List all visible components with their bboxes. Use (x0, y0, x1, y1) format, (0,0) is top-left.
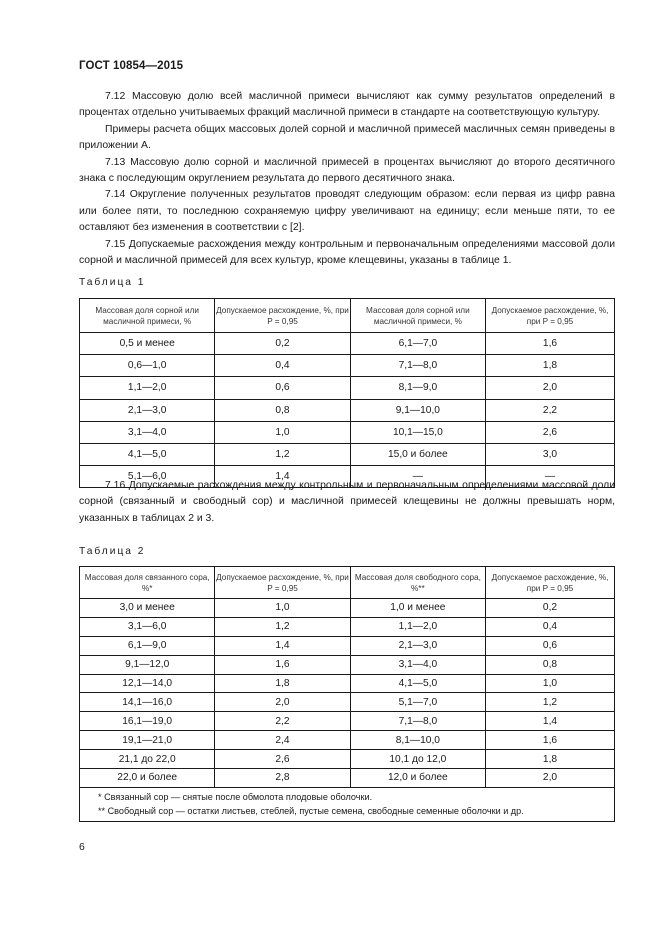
table-cell: 1,4 (215, 636, 350, 655)
table-row (80, 421, 615, 443)
table-cell: 2,0 (486, 377, 615, 399)
table-cell: 9,1—10,0 (350, 399, 485, 421)
table-cell: 12,1—14,0 (80, 674, 215, 693)
table-cell: 5,1—7,0 (350, 693, 485, 712)
table2 (79, 566, 615, 822)
table-cell: 0,6 (215, 377, 350, 399)
table-cell: 1,0 и менее (350, 599, 485, 618)
body-text-mid (79, 478, 615, 527)
table1 (79, 298, 615, 488)
table-cell: 1,8 (486, 355, 615, 377)
table-cell: 0,4 (215, 355, 350, 377)
table-row (80, 655, 615, 674)
table-cell: 8,1—9,0 (350, 377, 485, 399)
table-cell: 2,2 (486, 399, 615, 421)
table-cell: 6,1—9,0 (80, 636, 215, 655)
table-cell: 2,1—3,0 (350, 636, 485, 655)
table-cell: 19,1—21,0 (80, 731, 215, 750)
table-row (80, 693, 615, 712)
table-cell: 21,1 до 22,0 (80, 750, 215, 769)
table-cell: 0,2 (486, 599, 615, 618)
table-cell: 2,4 (215, 731, 350, 750)
table-cell: 1,1—2,0 (80, 377, 215, 399)
table-cell: 1,2 (215, 443, 350, 465)
table-cell: 0,6—1,0 (80, 355, 215, 377)
table2-header-cell: Допускаемое расхождение, %, при P = 0,95 (215, 567, 350, 599)
table1-header-cell: Массовая доля сорной или масличной примеси, % (80, 299, 215, 333)
table-cell: 6,1—7,0 (350, 333, 485, 355)
document-header: ГОСТ 10854—2015 (79, 60, 184, 72)
table2-caption: Таблица 2 (79, 546, 146, 557)
table-cell: 4,1—5,0 (80, 443, 215, 465)
table-cell: 0,2 (215, 333, 350, 355)
body-text-top (79, 89, 615, 269)
table-row (80, 333, 615, 355)
table-cell: 2,1—3,0 (80, 399, 215, 421)
table1-header-cell: Допускаемое расхождение, %, при P = 0,95 (486, 299, 615, 333)
table-cell: 3,1—6,0 (80, 617, 215, 636)
table-cell: 14,1—16,0 (80, 693, 215, 712)
table-row (80, 599, 615, 618)
table-row (80, 674, 615, 693)
table-cell: 2,0 (215, 693, 350, 712)
table1-caption: Таблица 1 (79, 277, 146, 288)
table-cell: 5,1—6,0 (80, 466, 215, 488)
table-cell: 1,8 (486, 750, 615, 769)
table-cell: 16,1—19,0 (80, 712, 215, 731)
table-cell: 8,1—10,0 (350, 731, 485, 750)
table-cell: 0,4 (486, 617, 615, 636)
table1-header-cell: Массовая доля сорной или масличной примеси, % (350, 299, 485, 333)
table-cell: 1,2 (486, 693, 615, 712)
table2-header-cell: Допускаемое расхождение, %, при P = 0,95 (486, 567, 615, 599)
table2-footnotes-row (80, 787, 615, 821)
table-cell: 12,0 и более (350, 769, 485, 788)
table-cell: 1,6 (486, 731, 615, 750)
table-cell: 3,0 (486, 443, 615, 465)
table-cell: 2,6 (215, 750, 350, 769)
paragraph-7-13: 7.13 Массовую долю сорной и масличной примесей в процентах вычисляют до второго десятичного знака с последующим округлением результата до первого десятичного знака. (79, 156, 615, 185)
table-cell: 1,2 (215, 617, 350, 636)
table-row (80, 355, 615, 377)
table-cell: 10,1 до 12,0 (350, 750, 485, 769)
table-cell: 1,0 (486, 674, 615, 693)
table-cell: — (350, 466, 485, 488)
table-cell: 1,0 (215, 599, 350, 618)
footnote-free-trash: ** Свободный сор — остатки листьев, стеблей, пустые семена, свободные семенные оболочки и др. (98, 805, 524, 816)
table-cell: 1,4 (215, 466, 350, 488)
table-cell: 1,1—2,0 (350, 617, 485, 636)
table-cell: 0,8 (215, 399, 350, 421)
table-cell: 2,8 (215, 769, 350, 788)
paragraph-7-16: 7.16 Допускаемые расхождения между контрольным и первоначальным определениями массовой доли сорной (связанный и свободный сор) и масличной примесей клещевины не должны превышать норм, указанных в таблицах 2 и 3. (79, 480, 615, 524)
table-cell: 1,0 (215, 421, 350, 443)
table-cell: 0,6 (486, 636, 615, 655)
page-number: 6 (79, 842, 85, 853)
paragraph-7-12: 7.12 Массовую долю всей масличной примеси вычисляют как сумму результатов определений в процентах отдельно учитываемых фракций масличной примеси в стандарте на соответствующую культуру. (79, 91, 615, 119)
table-cell: 22,0 и более (80, 769, 215, 788)
table-cell: 2,0 (486, 769, 615, 788)
paragraph-7-14: 7.14 Округление полученных результатов проводят следующим образом: если первая из цифр равна или более пяти, то последнюю сохраняемую цифру увеличивают на единицу; если меньше пяти, то ее оставляют без изменения в соответствии с [2]. (79, 189, 615, 234)
table1-header-row (80, 299, 615, 333)
table-cell: 4,1—5,0 (350, 674, 485, 693)
table-cell: 2,6 (486, 421, 615, 443)
table-row (80, 377, 615, 399)
table-row (80, 731, 615, 750)
table-cell: 10,1—15,0 (350, 421, 485, 443)
table-row (80, 399, 615, 421)
table-cell: 1,6 (215, 655, 350, 674)
table-cell: — (486, 466, 615, 488)
table2-header-cell: Массовая доля связанного сора, %* (80, 567, 215, 599)
table-cell: 1,6 (486, 333, 615, 355)
table-cell: 7,1—8,0 (350, 712, 485, 731)
table2-header-row (80, 567, 615, 599)
table-cell: 15,0 и более (350, 443, 485, 465)
table2-header-cell: Массовая доля свободного сора, %** (350, 567, 485, 599)
table-cell: 2,2 (215, 712, 350, 731)
table-cell: 0,8 (486, 655, 615, 674)
paragraph-7-15: 7.15 Допускаемые расхождения между контрольным и первоначальным определениями массовой доли сорной и масличной примесей для всех культур, кроме клещевины, указаны в таблице 1. (79, 238, 615, 267)
table2-footnotes (80, 787, 615, 821)
table-cell: 1,4 (486, 712, 615, 731)
table-cell: 3,1—4,0 (80, 421, 215, 443)
table-cell: 7,1—8,0 (350, 355, 485, 377)
table-cell: 1,8 (215, 674, 350, 693)
table-cell: 3,1—4,0 (350, 655, 485, 674)
footnote-bound-trash: * Связанный сор — снятые после обмолота плодовые оболочки. (98, 791, 373, 802)
table-row (80, 712, 615, 731)
table-cell: 9,1—12,0 (80, 655, 215, 674)
table-row (80, 769, 615, 788)
table-cell: 3,0 и менее (80, 599, 215, 618)
table-row (80, 617, 615, 636)
table-cell: 0,5 и менее (80, 333, 215, 355)
table-row (80, 443, 615, 465)
paragraph-examples: Примеры расчета общих массовых долей сорной и масличной примесей масличных семян приведены в приложении А. (79, 123, 615, 152)
table1-header-cell: Допускаемое расхождение, %, при P = 0,95 (215, 299, 350, 333)
table-row (80, 750, 615, 769)
table-row (80, 636, 615, 655)
